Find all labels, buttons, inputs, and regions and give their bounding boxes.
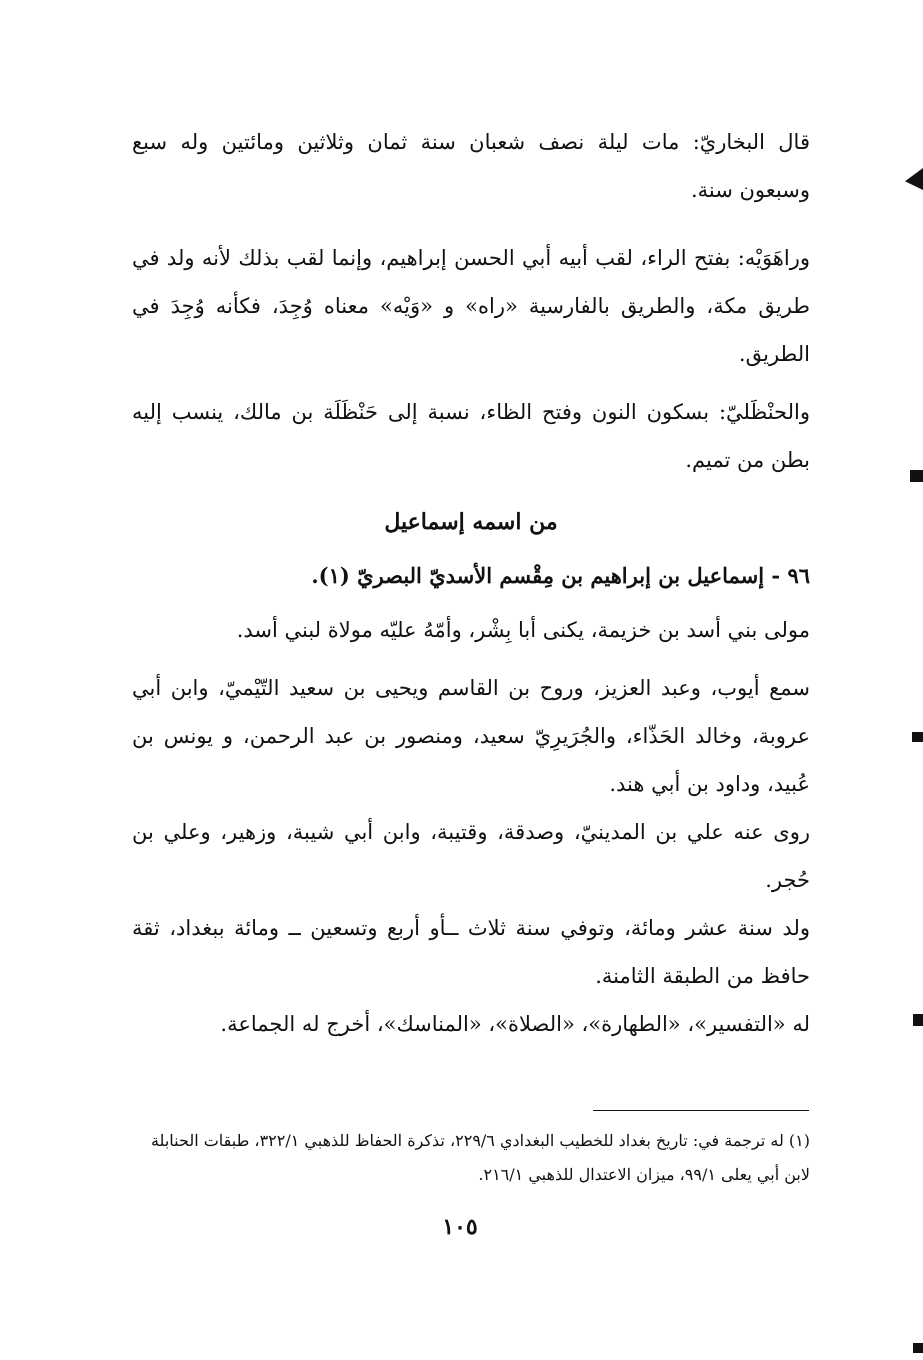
margin-mark-bottom: [913, 1343, 923, 1353]
paragraph-rahawayh: وراهَوَيْه: بفتح الراء، لقب أبيه أبي الحسن إبراهيم، وإنما لقب بذلك لأنه ولد في طريق مكة، والطريق بالفارسية «راه» و «وَيْه» معناه وُجِدَ، فكأنه وُجِدَ في الطريق.: [132, 246, 810, 366]
section-title: من اسمه إسماعيل: [384, 509, 558, 535]
entry-heading: ٩٦ - إسماعيل بن إبراهيم بن مِقْسم الأسديّ البصريّ (١).: [311, 563, 810, 588]
margin-mark-lower: [913, 1014, 923, 1026]
footnote: (١) له ترجمة في: تاريخ بغداد للخطيب البغدادي ٢٢٩/٦، تذكرة الحفاظ للذهبي ٣٢٢/١، طبقات الحنابلة لابن أبي يعلى ٩٩/١، ميزان الاعتدال للذهبي ٢١٦/١.: [150, 1131, 810, 1184]
entry-paragraph-works: له «التفسير»، «الطهارة»، «الصلاة»، «المناسك»، أخرج له الجماعة.: [220, 1012, 810, 1036]
entry-paragraph-teachers: سمع أيوب، وعبد العزيز، وروح بن القاسم ويحيى بن سعيد التّيْميّ، وابن أبي عروبة، وخالد الحَذّاء، والجُرَيرِيّ سعيد، ومنصور بن عبد الرحمن، و يونس بن عُبيد، وداود بن أبي هند.: [132, 676, 810, 796]
entry-paragraph-dates: ولد سنة عشر ومائة، وتوفي سنة ثلاث ــأو أربع وتسعين ــ ومائة ببغداد، ثقة حافظ من الطبقة الثامنة.: [132, 916, 810, 988]
margin-mark-upper: [910, 470, 923, 482]
paragraph-hanzali: والحنْظَليّ: بسكون النون وفتح الظاء، نسبة إلى حَنْظَلَة بن مالك، ينسب إليه بطن من تميم.: [132, 400, 810, 472]
footnote-divider: [593, 1110, 809, 1111]
paragraph-bukhari-death: قال البخاريّ: مات ليلة نصف شعبان سنة ثمان وثلاثين ومائتين وله سبع وسبعون سنة.: [132, 130, 810, 202]
entry-paragraph-students: روى عنه علي بن المدينيّ، وصدقة، وقتيبة، وابن أبي شيبة، وزهير، وعلي بن حُجر.: [132, 820, 810, 892]
entry-paragraph-lineage: مولى بني أسد بن خزيمة، يكنى أبا بِشْر، وأمّهُ عليّه مولاة لبني أسد.: [236, 618, 810, 642]
page-number: ١٠٥: [442, 1214, 478, 1240]
margin-mark-top: [905, 168, 923, 190]
margin-mark-middle: [912, 732, 923, 742]
